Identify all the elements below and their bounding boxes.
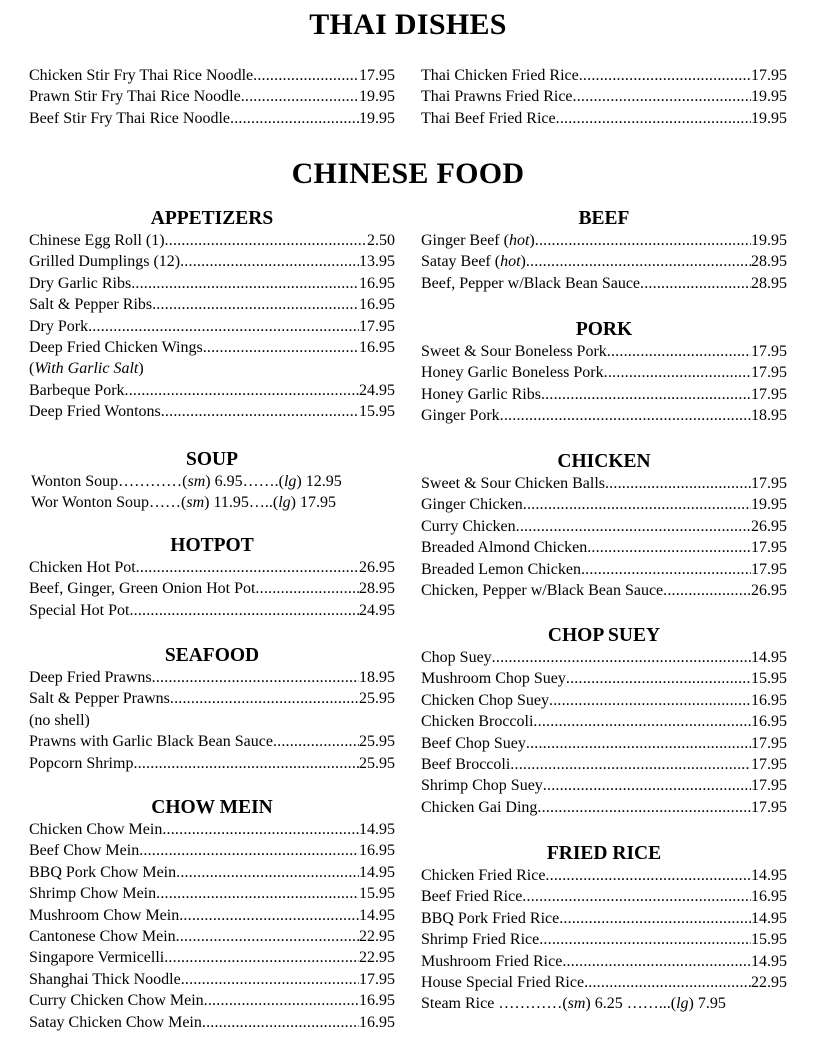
menu-item bbox=[421, 775, 787, 796]
item-name: Salt & Pepper Prawns bbox=[29, 690, 170, 708]
leader-dots bbox=[640, 273, 751, 294]
leader-dots bbox=[587, 537, 751, 558]
item-price: 14.95 bbox=[751, 649, 787, 666]
menu-item: Wor Wonton Soup……(sm) 11.95…..(lg) 17.95 bbox=[31, 494, 336, 512]
item-price: 16.95 bbox=[751, 713, 787, 731]
item-name: Curry Chicken bbox=[421, 517, 516, 535]
item-name: Salt & Pepper Ribs bbox=[29, 296, 153, 314]
item-name: BBQ Pork Fried Rice bbox=[421, 909, 560, 927]
item-price: 14.95 bbox=[359, 821, 395, 838]
item-price: 16.95 bbox=[359, 296, 395, 314]
leader-dots bbox=[579, 65, 751, 86]
item-price: 22.95 bbox=[751, 973, 787, 991]
item-price: 16.95 bbox=[359, 842, 395, 860]
leader-dots bbox=[526, 251, 751, 272]
item-name: Beef Broccoli bbox=[421, 755, 511, 773]
item-name: Deep Fried Chicken Wings bbox=[29, 338, 203, 356]
leader-dots bbox=[273, 731, 359, 752]
item-name: Prawns with Garlic Black Bean Sauce bbox=[29, 733, 273, 751]
item-name: Chicken Gai Ding bbox=[421, 798, 538, 816]
menu-item bbox=[421, 886, 787, 907]
leader-dots bbox=[549, 690, 751, 711]
item-price: 2.50 bbox=[367, 232, 395, 249]
item-name: Beef, Pepper w/Black Bean Sauce bbox=[421, 274, 641, 292]
menu-item bbox=[29, 273, 395, 294]
leader-dots bbox=[581, 559, 751, 580]
menu-item bbox=[421, 273, 787, 294]
item-name: Curry Chicken Chow Mein bbox=[29, 992, 204, 1010]
leader-dots bbox=[203, 337, 359, 358]
item-price: 28.95 bbox=[751, 253, 787, 271]
section-title: FRIED RICE bbox=[546, 843, 662, 864]
menu-item bbox=[421, 86, 787, 107]
menu-item bbox=[421, 580, 787, 601]
thai-left-list bbox=[29, 65, 395, 129]
item-price: 19.95 bbox=[751, 496, 787, 514]
section-title: PORK bbox=[575, 319, 633, 340]
item-name: Beef Chop Suey bbox=[421, 734, 526, 752]
item-name: Chicken Stir Fry Thai Rice Noodle bbox=[29, 67, 254, 84]
item-name: Breaded Lemon Chicken bbox=[421, 560, 581, 578]
item-price: 13.95 bbox=[359, 253, 395, 271]
item-name: Beef, Ginger, Green Onion Hot Pot bbox=[29, 580, 256, 598]
menu-item bbox=[421, 865, 787, 886]
menu-item bbox=[29, 1012, 395, 1033]
leader-dots bbox=[136, 557, 359, 578]
seafood-section bbox=[29, 645, 395, 774]
leader-dots bbox=[165, 230, 367, 251]
leader-dots bbox=[179, 905, 359, 926]
item-name: Chinese Egg Roll (1) bbox=[29, 232, 165, 249]
item-price: 17.95 bbox=[751, 777, 787, 795]
item-price: 19.95 bbox=[751, 109, 787, 127]
item-name: Chop Suey bbox=[421, 649, 492, 666]
section-title: CHOP SUEY bbox=[547, 625, 661, 646]
item-name: Satay Beef (hot) bbox=[421, 253, 526, 271]
leader-dots bbox=[510, 754, 751, 775]
thai-dishes-title: THAI DISHES bbox=[309, 8, 507, 41]
menu-item bbox=[421, 516, 787, 537]
item-name: Dry Garlic Ribs bbox=[29, 274, 132, 292]
section-title: APPETIZERS bbox=[150, 208, 274, 229]
menu-item bbox=[421, 251, 787, 272]
item-price: 19.95 bbox=[359, 88, 395, 106]
section-title: CHOW MEIN bbox=[151, 797, 273, 818]
leader-dots bbox=[204, 990, 359, 1011]
menu-item bbox=[421, 951, 787, 972]
item-name: Special Hot Pot bbox=[29, 601, 130, 619]
menu-item bbox=[29, 667, 395, 688]
leader-dots bbox=[255, 578, 359, 599]
leader-dots bbox=[180, 251, 359, 272]
item-price: 14.95 bbox=[359, 906, 395, 924]
item-price: 17.95 bbox=[751, 343, 787, 360]
item-name: Ginger Pork bbox=[421, 407, 500, 425]
menu-item bbox=[421, 690, 787, 711]
item-name: Shanghai Thick Noodle bbox=[29, 970, 181, 988]
menu-item bbox=[421, 65, 787, 86]
item-price: 19.95 bbox=[751, 232, 787, 249]
item-name: Prawn Stir Fry Thai Rice Noodle bbox=[29, 88, 241, 106]
menu-item bbox=[421, 230, 787, 251]
menu-item bbox=[421, 559, 787, 580]
item-name: Sweet & Sour Boneless Pork bbox=[421, 343, 607, 360]
leader-dots bbox=[202, 1012, 359, 1033]
leader-dots bbox=[584, 972, 751, 993]
menu-item bbox=[29, 230, 395, 251]
leader-dots bbox=[176, 926, 359, 947]
item-price: 17.95 bbox=[359, 970, 395, 988]
leader-dots bbox=[541, 384, 751, 405]
menu-item bbox=[29, 337, 395, 358]
item-name: Deep Fried Wontons bbox=[29, 403, 161, 421]
item-name: Cantonese Chow Mein bbox=[29, 927, 176, 945]
menu-item bbox=[29, 688, 395, 709]
item-name: Satay Chicken Chow Mein bbox=[29, 1013, 202, 1031]
item-price: 18.95 bbox=[359, 669, 395, 686]
item-price: 22.95 bbox=[359, 949, 395, 967]
leader-dots bbox=[559, 908, 751, 929]
menu-item bbox=[421, 647, 787, 668]
item-name: Ginger Beef (hot) bbox=[421, 232, 535, 249]
menu-item bbox=[29, 862, 395, 883]
item-name: Thai Chicken Fried Rice bbox=[421, 67, 579, 84]
leader-dots bbox=[133, 753, 359, 774]
item-name: Shrimp Chop Suey bbox=[421, 777, 543, 795]
menu-item bbox=[421, 733, 787, 754]
leader-dots bbox=[573, 86, 751, 107]
menu-item bbox=[421, 384, 787, 405]
item-name: Grilled Dumplings (12) bbox=[29, 253, 181, 271]
item-price: 17.95 bbox=[751, 560, 787, 578]
leader-dots bbox=[241, 86, 359, 107]
menu-item bbox=[29, 380, 395, 401]
leader-dots bbox=[537, 797, 751, 818]
item-price: 16.95 bbox=[359, 338, 395, 356]
item-name: Mushroom Fried Rice bbox=[421, 952, 563, 970]
leader-dots bbox=[605, 473, 751, 494]
menu-item bbox=[421, 711, 787, 732]
item-price: 16.95 bbox=[359, 992, 395, 1010]
menu-item bbox=[29, 600, 395, 621]
menu-item bbox=[29, 294, 395, 315]
item-price: 28.95 bbox=[751, 274, 787, 292]
item-price: 26.95 bbox=[751, 581, 787, 599]
item-name: Dry Pork bbox=[29, 317, 89, 335]
menu-item bbox=[421, 972, 787, 993]
menu-item bbox=[29, 969, 395, 990]
menu-item: Wonton Soup…………(sm) 6.95…….(lg) 12.95 bbox=[31, 473, 342, 490]
leader-dots bbox=[539, 929, 751, 950]
menu-item bbox=[421, 537, 787, 558]
item-price: 18.95 bbox=[751, 407, 787, 425]
menu-item bbox=[421, 797, 787, 818]
leader-dots bbox=[131, 273, 359, 294]
leader-dots bbox=[253, 65, 359, 86]
item-price: 28.95 bbox=[359, 580, 395, 598]
menu-item bbox=[29, 86, 395, 107]
item-price: 17.95 bbox=[359, 67, 395, 84]
menu-item bbox=[29, 947, 395, 968]
menu-item bbox=[29, 926, 395, 947]
leader-dots bbox=[607, 341, 751, 362]
item-note: (With Garlic Salt) bbox=[29, 360, 144, 378]
leader-dots bbox=[526, 733, 751, 754]
menu-item bbox=[421, 494, 787, 515]
item-name: Mushroom Chop Suey bbox=[421, 670, 566, 688]
soup-section bbox=[29, 449, 395, 514]
item-name: Beef Fried Rice bbox=[421, 888, 523, 906]
leader-dots bbox=[125, 380, 359, 401]
leader-dots bbox=[566, 668, 751, 689]
menu-item bbox=[421, 108, 787, 129]
leader-dots bbox=[543, 775, 751, 796]
leader-dots bbox=[139, 840, 359, 861]
menu-item bbox=[29, 251, 395, 272]
leader-dots bbox=[152, 294, 359, 315]
item-name: Thai Prawns Fried Rice bbox=[421, 88, 573, 106]
item-name: Chicken Fried Rice bbox=[421, 867, 546, 884]
leader-dots bbox=[164, 947, 359, 968]
item-name: Shrimp Chow Mein bbox=[29, 885, 157, 903]
menu-item bbox=[29, 578, 395, 599]
leader-dots bbox=[533, 711, 751, 732]
menu-item bbox=[421, 473, 787, 494]
item-name: Honey Garlic Boneless Pork bbox=[421, 364, 604, 382]
menu-item bbox=[29, 883, 395, 904]
item-price: 25.95 bbox=[359, 690, 395, 708]
item-price: 26.95 bbox=[359, 559, 395, 576]
menu-item bbox=[29, 840, 395, 861]
item-name: Ginger Chicken bbox=[421, 496, 523, 514]
item-price: 17.95 bbox=[359, 317, 395, 335]
item-price: 19.95 bbox=[359, 109, 395, 127]
leader-dots bbox=[230, 108, 359, 129]
menu-item bbox=[421, 341, 787, 362]
leader-dots bbox=[516, 516, 751, 537]
item-name: Chicken Chop Suey bbox=[421, 691, 549, 709]
menu-item bbox=[421, 929, 787, 950]
menu-item bbox=[29, 753, 395, 774]
item-price: 14.95 bbox=[751, 867, 787, 884]
menu-item bbox=[29, 557, 395, 578]
menu-item bbox=[421, 908, 787, 929]
item-price: 24.95 bbox=[359, 601, 395, 619]
item-name: Barbeque Pork bbox=[29, 381, 125, 399]
item-price: 17.95 bbox=[751, 67, 787, 84]
chow-mein-section bbox=[29, 797, 395, 1033]
menu-item bbox=[421, 405, 787, 426]
item-price: 14.95 bbox=[359, 863, 395, 881]
leader-dots bbox=[523, 494, 751, 515]
leader-dots bbox=[156, 883, 359, 904]
item-price: 25.95 bbox=[359, 733, 395, 751]
menu-item: Steam Rice …………(sm) 6.25 ……...(lg) 7.95 bbox=[421, 995, 726, 1013]
item-price: 15.95 bbox=[751, 931, 787, 949]
item-name: Chicken Broccoli bbox=[421, 713, 534, 731]
item-price: 17.95 bbox=[751, 734, 787, 752]
item-name: Sweet & Sour Chicken Balls bbox=[421, 475, 605, 492]
fried-rice-section bbox=[421, 843, 787, 1015]
pork-section bbox=[421, 319, 787, 427]
leader-dots bbox=[181, 969, 359, 990]
chicken-section bbox=[421, 451, 787, 601]
leader-dots bbox=[535, 230, 751, 251]
item-price: 15.95 bbox=[359, 885, 395, 903]
item-price: 15.95 bbox=[359, 403, 395, 421]
leader-dots bbox=[161, 401, 359, 422]
leader-dots bbox=[492, 647, 751, 668]
leader-dots bbox=[556, 108, 751, 129]
menu-item bbox=[29, 819, 395, 840]
item-name: House Special Fried Rice bbox=[421, 973, 585, 991]
item-note: (no shell) bbox=[29, 711, 90, 729]
item-price: 16.95 bbox=[359, 1013, 395, 1031]
item-price: 17.95 bbox=[751, 798, 787, 816]
menu-item bbox=[421, 754, 787, 775]
menu-item bbox=[29, 401, 395, 422]
item-price: 14.95 bbox=[751, 909, 787, 927]
section-title: SOUP bbox=[185, 449, 238, 470]
item-name: Chicken Chow Mein bbox=[29, 821, 163, 838]
section-title: SEAFOOD bbox=[164, 645, 260, 666]
menu-item bbox=[29, 731, 395, 752]
leader-dots bbox=[604, 362, 751, 383]
item-name: Beef Chow Mein bbox=[29, 842, 140, 860]
section-title: HOTPOT bbox=[170, 535, 254, 556]
item-name: Beef Stir Fry Thai Rice Noodle bbox=[29, 109, 230, 127]
leader-dots bbox=[522, 886, 751, 907]
item-name: Chicken, Pepper w/Black Bean Sauce bbox=[421, 581, 664, 599]
item-price: 22.95 bbox=[359, 927, 395, 945]
menu-item bbox=[29, 905, 395, 926]
item-price: 17.95 bbox=[751, 385, 787, 403]
item-price: 26.95 bbox=[751, 517, 787, 535]
leader-dots bbox=[88, 316, 359, 337]
item-price: 16.95 bbox=[359, 274, 395, 292]
item-price: 17.95 bbox=[751, 475, 787, 492]
menu-item bbox=[29, 990, 395, 1011]
chop-suey-section bbox=[421, 625, 787, 818]
item-name: Mushroom Chow Mein bbox=[29, 906, 180, 924]
item-price: 24.95 bbox=[359, 381, 395, 399]
item-price: 14.95 bbox=[751, 952, 787, 970]
item-name: Breaded Almond Chicken bbox=[421, 539, 588, 557]
item-name: Deep Fried Prawns bbox=[29, 669, 152, 686]
menu-item bbox=[29, 108, 395, 129]
item-price: 17.95 bbox=[751, 364, 787, 382]
chinese-food-title: CHINESE FOOD bbox=[291, 157, 525, 190]
thai-right-list bbox=[421, 65, 787, 129]
menu-item bbox=[421, 362, 787, 383]
menu-item bbox=[29, 65, 395, 86]
leader-dots bbox=[500, 405, 751, 426]
beef-section bbox=[421, 208, 787, 294]
menu-item bbox=[29, 316, 395, 337]
leader-dots bbox=[545, 865, 751, 886]
leader-dots bbox=[170, 688, 359, 709]
item-price: 19.95 bbox=[751, 88, 787, 106]
item-price: 17.95 bbox=[751, 755, 787, 773]
leader-dots bbox=[176, 862, 359, 883]
item-name: Thai Beef Fried Rice bbox=[421, 109, 556, 127]
leader-dots bbox=[152, 667, 359, 688]
item-name: Popcorn Shrimp bbox=[29, 754, 134, 772]
leader-dots bbox=[562, 951, 751, 972]
item-price: 17.95 bbox=[751, 539, 787, 557]
item-name: Singapore Vermicelli bbox=[29, 949, 165, 967]
hotpot-section bbox=[29, 535, 395, 621]
leader-dots bbox=[129, 600, 359, 621]
menu-item bbox=[421, 668, 787, 689]
item-price: 25.95 bbox=[359, 754, 395, 772]
item-price: 16.95 bbox=[751, 691, 787, 709]
appetizers-section bbox=[29, 208, 395, 423]
leader-dots bbox=[162, 819, 359, 840]
item-name: Chicken Hot Pot bbox=[29, 559, 136, 576]
section-title: CHICKEN bbox=[557, 451, 651, 472]
item-price: 16.95 bbox=[751, 888, 787, 906]
item-name: Honey Garlic Ribs bbox=[421, 385, 541, 403]
item-name: Shrimp Fried Rice bbox=[421, 931, 540, 949]
leader-dots bbox=[663, 580, 751, 601]
item-name: BBQ Pork Chow Mein bbox=[29, 863, 177, 881]
section-title: BEEF bbox=[578, 208, 630, 229]
item-price: 15.95 bbox=[751, 670, 787, 688]
